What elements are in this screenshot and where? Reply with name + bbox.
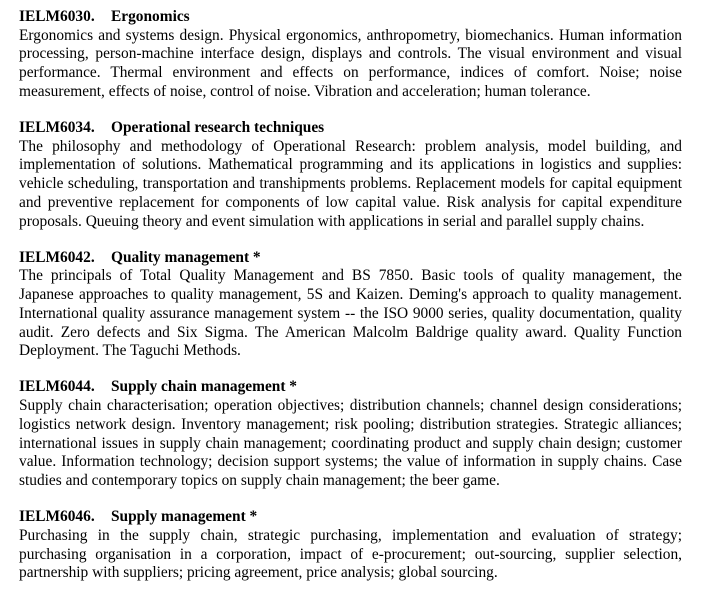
course-title: Quality management * xyxy=(111,248,261,266)
course-list xyxy=(19,8,682,600)
course-header xyxy=(19,249,682,268)
course-description: Purchasing in the supply chain, strategic purchasing, implementation and evaluation of strategy; purchasing organisation in a corporation, impact of e-procurement; out-sourcing, supplier selection, partnership with suppliers; pricing agreement, price analysis; global sourcing. xyxy=(19,526,682,582)
course-description: The philosophy and methodology of Operational Research: problem analysis, model building, and implementation of solutions. Mathematical programming and its applications in logistics and supplies: vehicle scheduling, transportation and transhipments problems. Replacement models for capital equipment and preventive replacement for components of low capital value. Risk analysis for capital expenditure proposals. Queuing theory and event simulation with applications in serial and parallel supply chains. xyxy=(19,137,682,230)
course-entry-ielm6046 xyxy=(19,508,682,583)
course-title: Ergonomics xyxy=(111,8,190,25)
course-code: IELM6030. xyxy=(19,8,95,25)
course-entry-ielm6042 xyxy=(19,249,682,361)
course-title: Supply chain management * xyxy=(111,378,298,396)
course-entry-ielm6034 xyxy=(19,119,682,231)
course-code: IELM6034. xyxy=(19,119,95,137)
course-description: Ergonomics and systems design. Physical ergonomics, anthropometry, biomechanics. Human information processing, person-machine interface design, displays and controls. The visual environment and visual performance. Thermal environment and effects on performance, indices of comfort. Noise; noise measurement, effects of noise, control of noise. Vibration and acceleration; human tolerance. xyxy=(19,26,682,100)
course-code: IELM6042. xyxy=(19,248,95,266)
course-header xyxy=(19,508,682,527)
course-header xyxy=(19,119,682,138)
course-title: Operational research techniques xyxy=(111,119,325,137)
course-description: The principals of Total Quality Management and BS 7850. Basic tools of quality management, the Japanese approaches to quality management, 5S and Kaizen. Deming's approach to quality management. International quality assurance management system -- the ISO 9000 series, quality documentation, quality audit. Zero defects and Six Sigma. The American Malcolm Baldrige quality award. Quality Function Deployment. The Taguchi Methods. xyxy=(19,267,682,360)
course-title: Supply management * xyxy=(111,508,258,526)
course-entry-ielm6030 xyxy=(19,8,682,102)
course-description: Supply chain characterisation; operation objectives; distribution channels; channel design considerations; logistics network design. Inventory management; risk pooling; distribution strategies. Strategic alliances; international issues in supply chain management; coordinating product and supply chain design; customer value. Information technology; decision support systems; the value of information in supply chains. Case studies and contemporary topics on supply chain management; the beer game. xyxy=(19,397,682,489)
course-code: IELM6046. xyxy=(19,508,95,526)
course-entry-ielm6044 xyxy=(19,378,682,490)
course-code: IELM6044. xyxy=(19,378,95,396)
course-header xyxy=(19,8,682,27)
course-header xyxy=(19,378,682,397)
